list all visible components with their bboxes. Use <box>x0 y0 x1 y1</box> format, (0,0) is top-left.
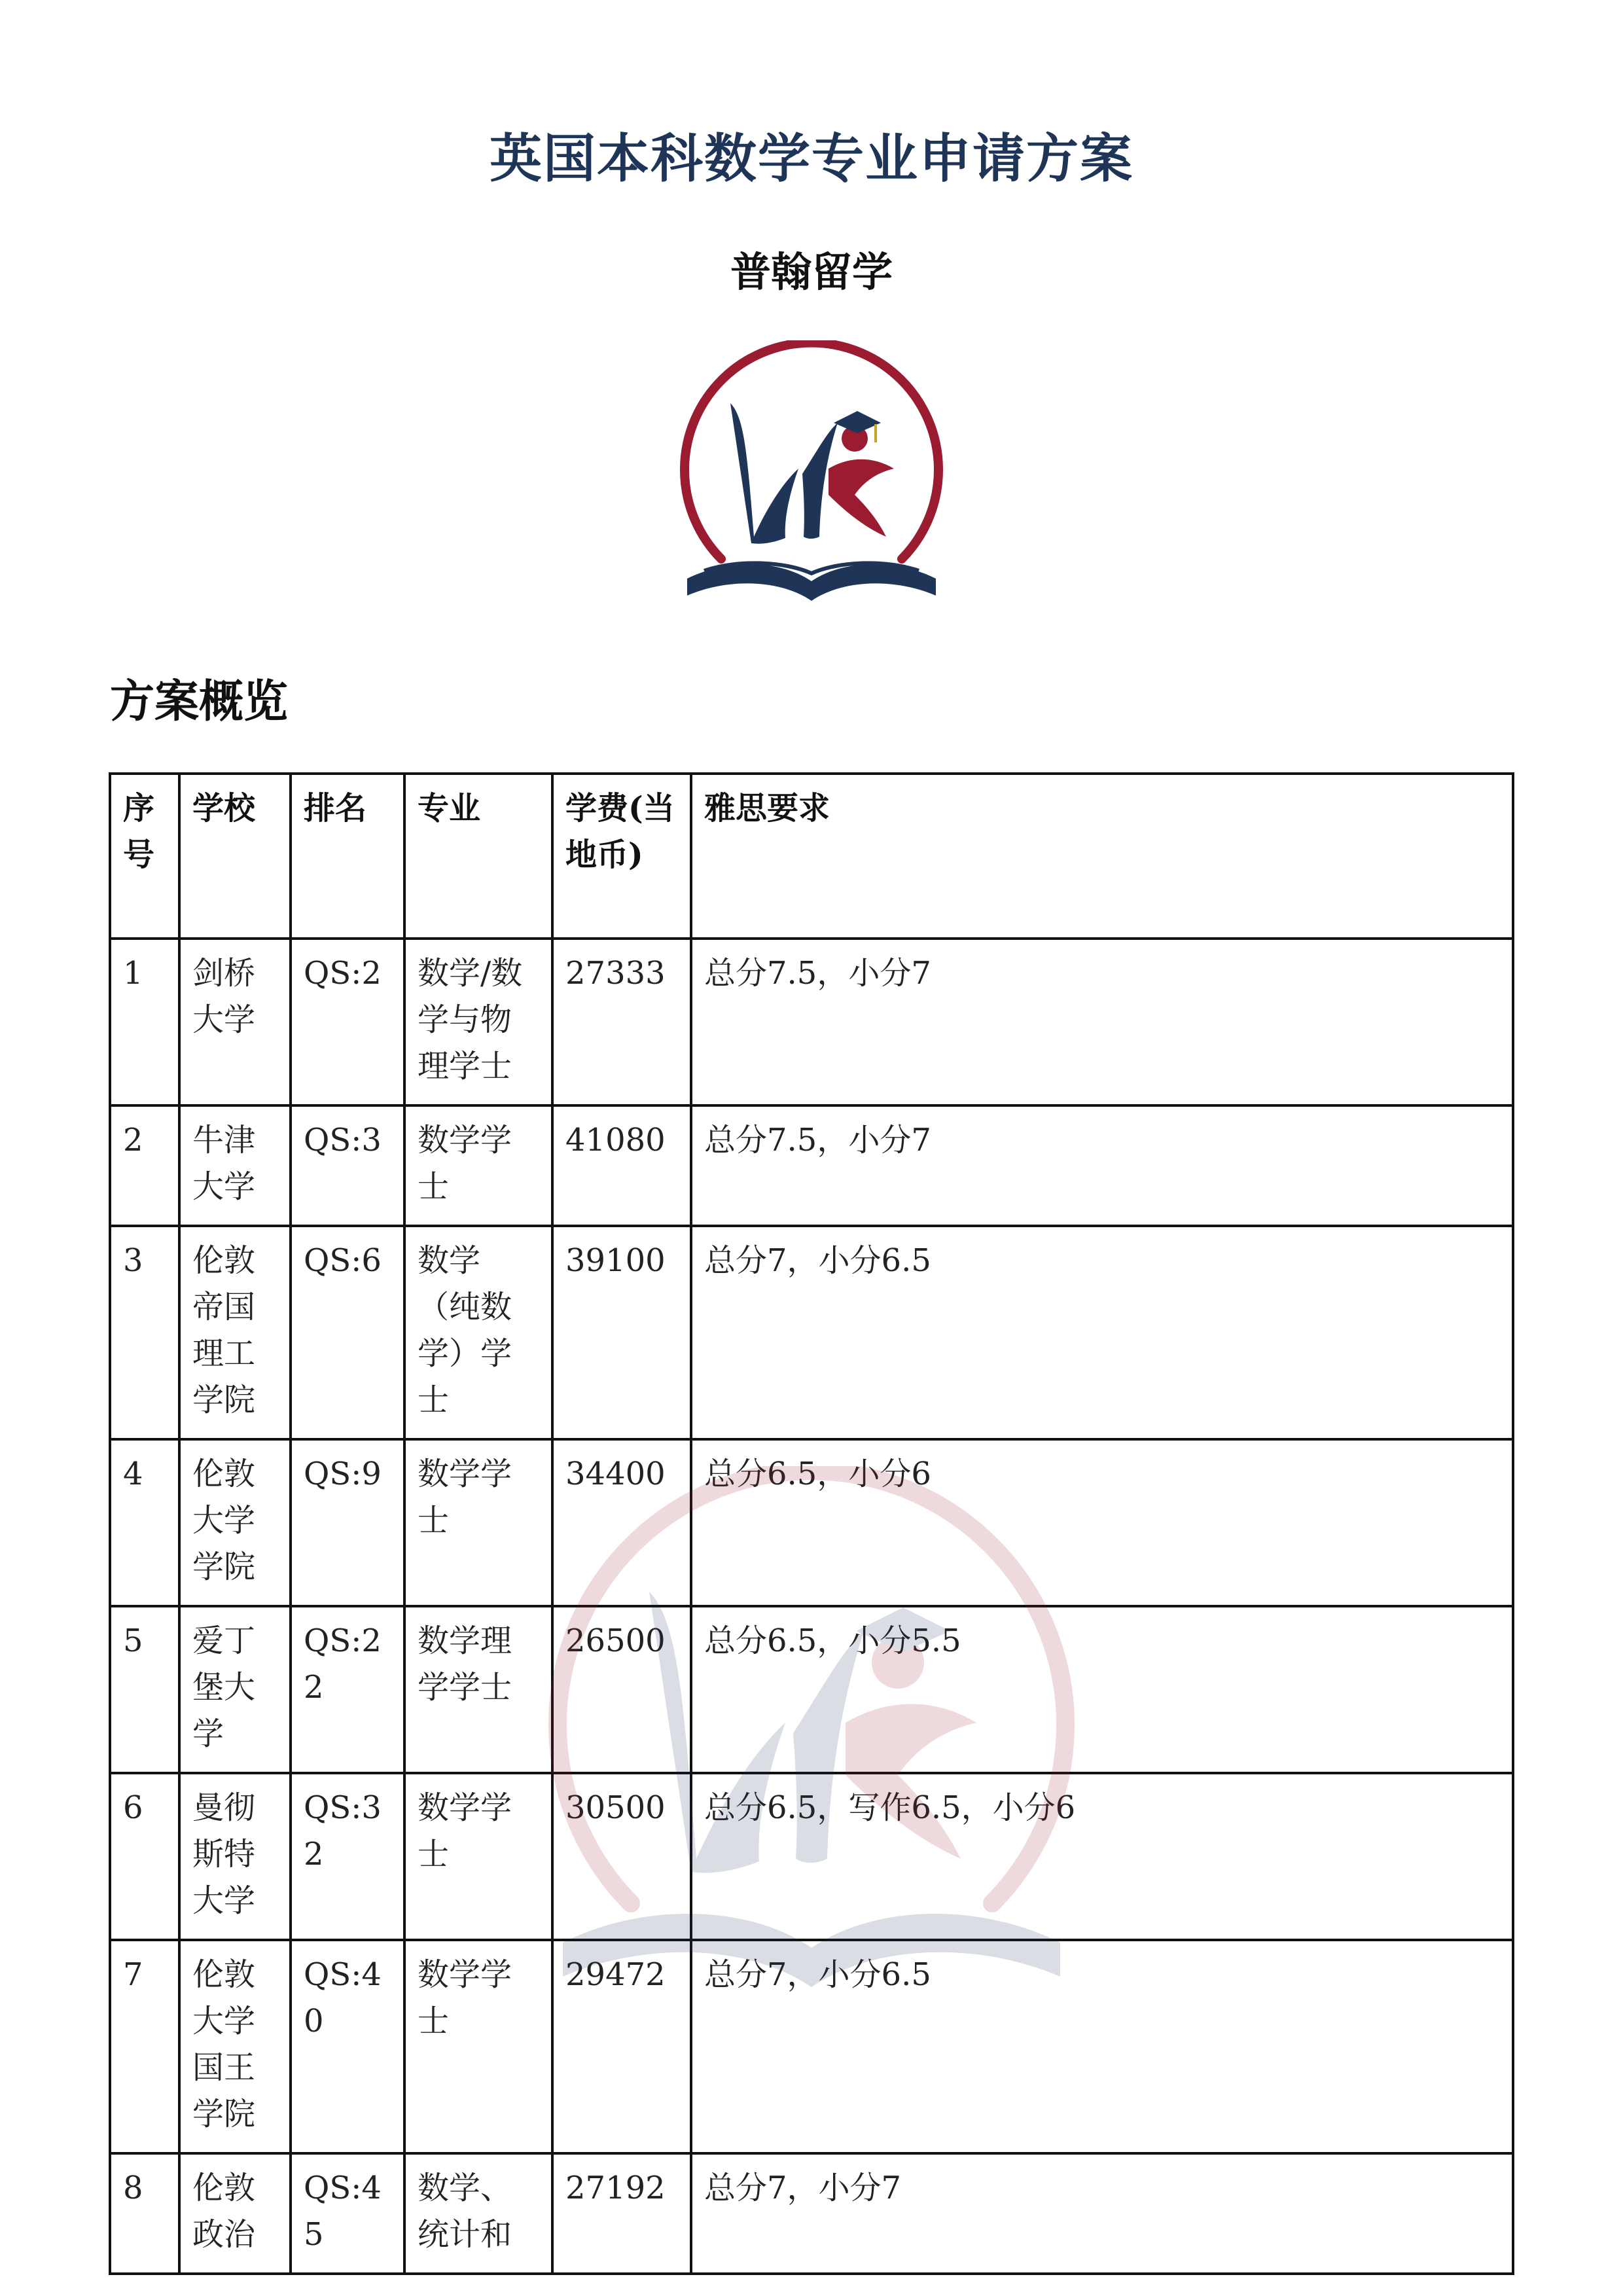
cell-rank: QS:3 <box>291 1105 404 1226</box>
table-row <box>110 1773 1513 1940</box>
header-ielts: 雅思要求 <box>691 774 1513 939</box>
cell-ielts: 总分6.5，小分5.5 <box>691 1606 1513 1773</box>
cell-no: 8 <box>110 2153 179 2274</box>
cell-school: 伦敦大学学院 <box>179 1439 291 1606</box>
cell-fee: 27333 <box>552 939 691 1105</box>
header-no: 序号 <box>110 774 179 939</box>
cell-ielts: 总分7，小分7 <box>691 2153 1513 2274</box>
graduation-cap-icon <box>834 411 881 433</box>
cell-major: 数学学士 <box>404 1940 552 2153</box>
document-subtitle: 普翰留学 <box>730 248 893 296</box>
cell-ielts: 总分6.5，写作6.5，小分6 <box>691 1773 1513 1940</box>
cell-no: 7 <box>110 1940 179 2153</box>
table-row <box>110 1226 1513 1439</box>
cell-no: 3 <box>110 1226 179 1439</box>
cell-school: 伦敦大学国王学院 <box>179 1940 291 2153</box>
cell-no: 6 <box>110 1773 179 1940</box>
cell-school: 曼彻斯特大学 <box>179 1773 291 1940</box>
cell-rank: QS:45 <box>291 2153 404 2274</box>
table-row <box>110 1606 1513 1773</box>
header-rank: 排名 <box>291 774 404 939</box>
cell-rank: QS:32 <box>291 1773 404 1940</box>
cell-fee: 39100 <box>552 1226 691 1439</box>
cell-major: 数学、统计和 <box>404 2153 552 2274</box>
cell-ielts: 总分7，小分6.5 <box>691 1940 1513 2153</box>
table-row <box>110 1439 1513 1606</box>
brand-logo <box>674 340 949 615</box>
cell-ielts: 总分7.5，小分7 <box>691 939 1513 1105</box>
header-school: 学校 <box>179 774 291 939</box>
cell-fee: 41080 <box>552 1105 691 1226</box>
cell-no: 2 <box>110 1105 179 1226</box>
cell-major: 数学学士 <box>404 1105 552 1226</box>
header-major: 专业 <box>404 774 552 939</box>
table-row <box>110 2153 1513 2274</box>
plan-overview-table <box>109 772 1514 2275</box>
cell-rank: QS:22 <box>291 1606 404 1773</box>
cell-ielts: 总分7，小分6.5 <box>691 1226 1513 1439</box>
cell-school: 牛津大学 <box>179 1105 291 1226</box>
section-heading-overview: 方案概览 <box>110 675 289 728</box>
cell-rank: QS:40 <box>291 1940 404 2153</box>
table-row <box>110 1105 1513 1226</box>
cell-no: 5 <box>110 1606 179 1773</box>
cell-rank: QS:9 <box>291 1439 404 1606</box>
cell-school: 伦敦政治 <box>179 2153 291 2274</box>
cell-rank: QS:6 <box>291 1226 404 1439</box>
cell-major: 数学学士 <box>404 1773 552 1940</box>
cell-fee: 26500 <box>552 1606 691 1773</box>
document-title: 英国本科数学专业申请方案 <box>490 128 1133 189</box>
cell-major: 数学理学学士 <box>404 1606 552 1773</box>
cell-rank: QS:2 <box>291 939 404 1105</box>
cell-ielts: 总分6.5，小分6 <box>691 1439 1513 1606</box>
header-fee: 学费(当地币) <box>552 774 691 939</box>
table-row <box>110 1940 1513 2153</box>
cell-major: 数学/数学与物理学士 <box>404 939 552 1105</box>
cell-fee: 29472 <box>552 1940 691 2153</box>
cell-fee: 34400 <box>552 1439 691 1606</box>
logo-figure-body <box>829 459 894 537</box>
cell-major: 数学学士 <box>404 1439 552 1606</box>
cell-fee: 30500 <box>552 1773 691 1940</box>
cell-major: 数学（纯数学）学士 <box>404 1226 552 1439</box>
table-row <box>110 939 1513 1105</box>
cell-ielts: 总分7.5，小分7 <box>691 1105 1513 1226</box>
open-book-icon <box>687 564 936 601</box>
logo-letter-left-stroke <box>730 403 798 544</box>
cell-school: 伦敦帝国理工学院 <box>179 1226 291 1439</box>
cell-school: 爱丁堡大学 <box>179 1606 291 1773</box>
cell-fee: 27192 <box>552 2153 691 2274</box>
cell-school: 剑桥大学 <box>179 939 291 1105</box>
table-header-row <box>110 774 1513 939</box>
cell-no: 1 <box>110 939 179 1105</box>
cell-no: 4 <box>110 1439 179 1606</box>
